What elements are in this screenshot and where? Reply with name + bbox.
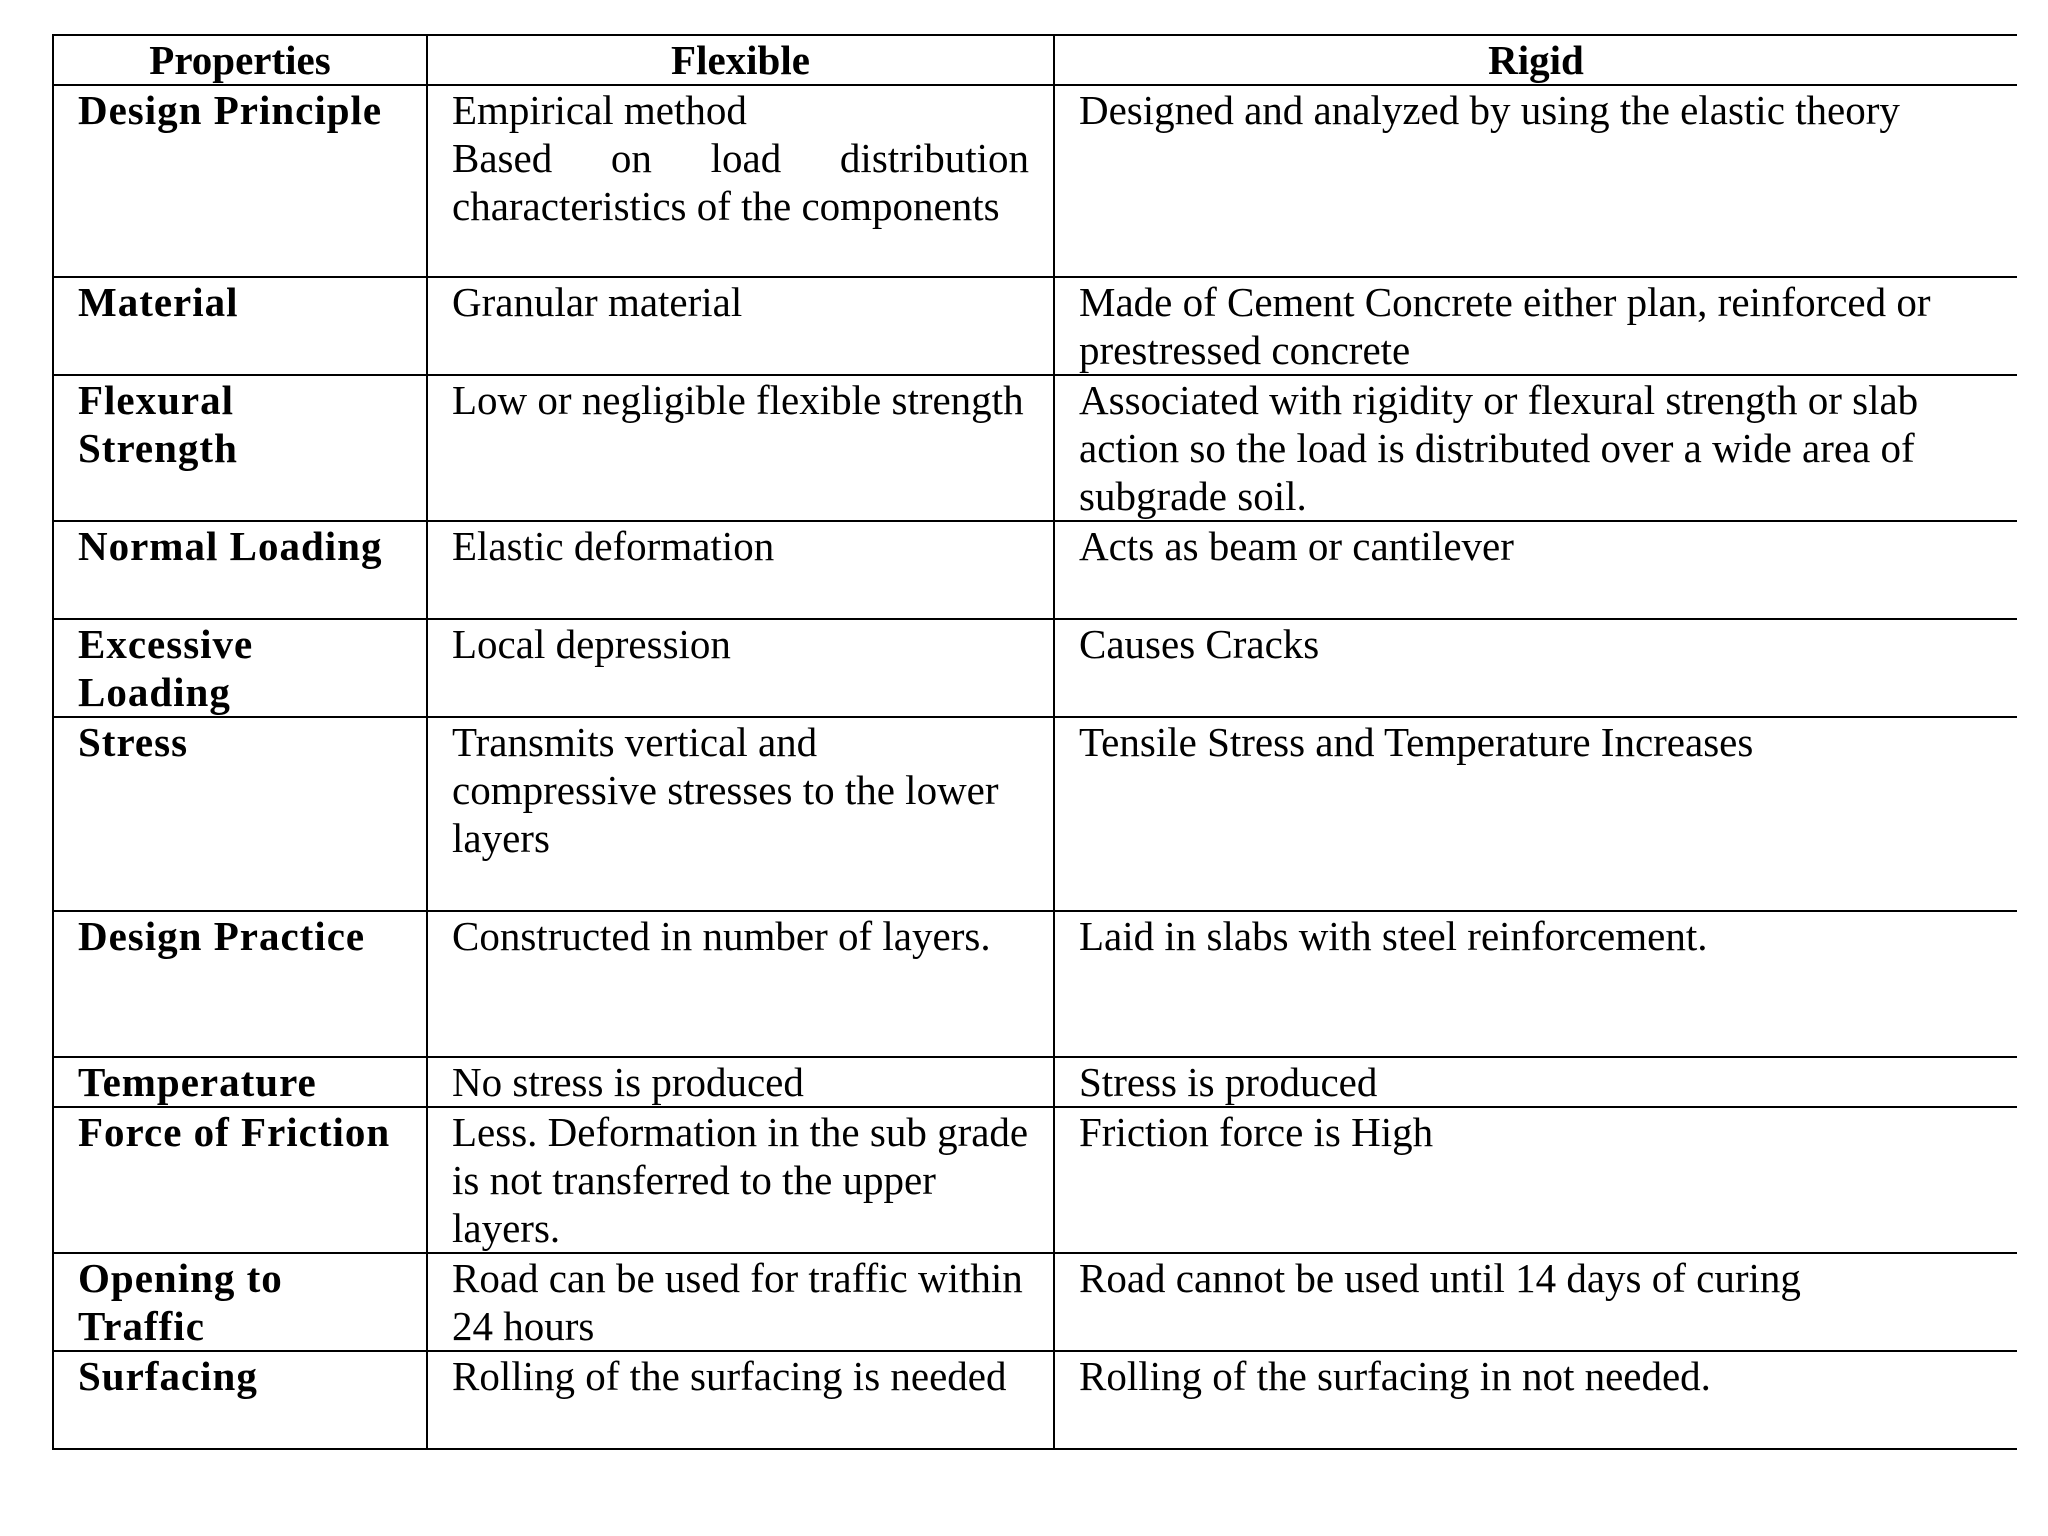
flexible-cell: Low or negligible flexible strength [427,375,1054,521]
flexible-cell: Elastic deformation [427,521,1054,619]
rigid-cell: Stress is produced [1054,1057,2017,1107]
flexible-cell: Constructed in number of layers. [427,911,1054,1057]
table-row [53,375,2017,521]
property-cell: Flexural Strength [53,375,427,521]
rigid-cell: Laid in slabs with steel reinforcement. [1054,911,2017,1057]
flexible-cell: Granular material [427,277,1054,375]
comparison-table [52,34,2017,1450]
table-row [53,911,2017,1057]
property-cell: Opening to Traffic [53,1253,427,1351]
flexible-cell: Local depression [427,619,1054,717]
property-cell: Material [53,277,427,375]
rigid-cell: Made of Cement Concrete either plan, reinforced or prestressed concrete [1054,277,2017,375]
table-row [53,1107,2017,1253]
rigid-cell: Designed and analyzed by using the elastic theory [1054,85,2017,277]
table-row [53,1057,2017,1107]
rigid-cell: Rolling of the surfacing in not needed. [1054,1351,2017,1449]
flexible-cell: Empirical method Based on load distribution characteristics of the components [427,85,1054,277]
header-flexible: Flexible [427,35,1054,85]
rigid-cell: Associated with rigidity or flexural strength or slab action so the load is distributed over a wide area of subgrade soil. [1054,375,2017,521]
table-row [53,1253,2017,1351]
table-row [53,717,2017,911]
property-cell: Excessive Loading [53,619,427,717]
table-row [53,521,2017,619]
flexible-cell: No stress is produced [427,1057,1054,1107]
rigid-cell: Road cannot be used until 14 days of curing [1054,1253,2017,1351]
property-cell: Force of Friction [53,1107,427,1253]
table-row [53,277,2017,375]
flexible-cell: Rolling of the surfacing is needed [427,1351,1054,1449]
property-cell: Normal Loading [53,521,427,619]
flexible-cell: Road can be used for traffic within 24 hours [427,1253,1054,1351]
property-cell: Stress [53,717,427,911]
rigid-cell: Causes Cracks [1054,619,2017,717]
property-cell: Surfacing [53,1351,427,1449]
rigid-cell: Tensile Stress and Temperature Increases [1054,717,2017,911]
rigid-cell: Acts as beam or cantilever [1054,521,2017,619]
table-row [53,1351,2017,1449]
flexible-cell: Transmits vertical and compressive stresses to the lower layers [427,717,1054,911]
header-properties: Properties [53,35,427,85]
property-cell: Design Practice [53,911,427,1057]
header-rigid: Rigid [1054,35,2017,85]
table-header-row [53,35,2017,85]
property-cell: Temperature [53,1057,427,1107]
table-row [53,619,2017,717]
property-cell: Design Principle [53,85,427,277]
flexible-cell: Less. Deformation in the sub grade is not transferred to the upper layers. [427,1107,1054,1253]
table-row [53,85,2017,277]
rigid-cell: Friction force is High [1054,1107,2017,1253]
